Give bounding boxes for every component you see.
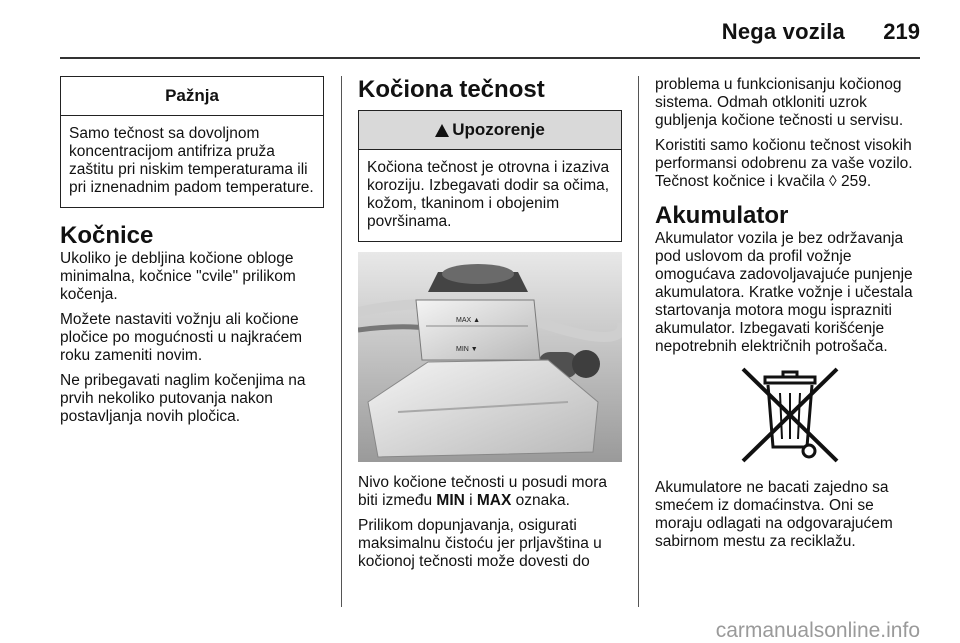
column-right <box>655 76 921 558</box>
column-left <box>60 76 324 433</box>
warning-text: Kočiona tečnost je otrovna i izaziva koroziju. Izbegavati dodir sa očima, kožom, tkaninom i obojenim površinama. <box>367 159 610 230</box>
brake-fluid-level-text: Nivo kočione tečnosti u posudi mora biti između MIN i MAX oznaka. <box>358 474 607 509</box>
brake-fluid-spec: Koristiti samo kočionu tečnost visokih performansi odobrenu za vaše vozilo. Tečnost kočnice i kvačila ◊ 259. <box>655 137 913 190</box>
max-mark-label: MAX ▲ <box>456 317 481 324</box>
page-header <box>60 0 920 60</box>
brakes-paragraph-2: Možete nastaviti vožnju ali kočione pločice po mogućnosti u najkraćem roku zameniti novim. <box>60 311 303 364</box>
warning-triangle-icon <box>435 124 449 137</box>
warning-title: Upozorenje <box>452 120 545 139</box>
watermark: carmanualsonline.info <box>715 619 920 642</box>
battery-paragraph-2: Akumulatore ne bacati zajedno sa smećem iz domaćinstva. Oni se moraju odlagati na odgovarajućem sabirnom mestu za reciklažu. <box>655 479 893 550</box>
brakes-heading: Kočnice <box>60 222 154 249</box>
crossed-bin-icon <box>735 363 845 467</box>
brake-fluid-continued: problema u funkcionisanju kočionog sistema. Odmah otkloniti uzrok gubljenja kočione tečnosti u servisu. <box>655 76 904 129</box>
brakes-paragraph-3: Ne pribegavati naglim kočenjima na prvih nekoliko putovanja nakon postavljanja novih pločica. <box>60 372 306 425</box>
warning-box <box>358 110 622 242</box>
warning-header <box>359 111 621 150</box>
section-title: Nega vozila <box>721 19 845 44</box>
min-mark: MIN <box>436 492 465 509</box>
caution-text: Samo tečnost sa dovoljnom koncentracijom antifriza pruža zaštitu pri niskim temperaturama ili pri iznenadnim padom temperature. <box>69 125 314 196</box>
brake-fluid-reservoir-photo <box>358 252 622 462</box>
column-divider <box>341 76 342 607</box>
brake-fluid-heading: Kočiona tečnost <box>358 76 545 103</box>
column-divider <box>638 76 639 607</box>
min-mark-label: MIN ▼ <box>456 346 478 353</box>
page-number: 219 <box>883 19 920 44</box>
max-mark: MAX <box>476 492 512 509</box>
battery-paragraph-1: Akumulator vozila je bez održavanja pod uslovom da profil vožnje omogućava zadovoljavajuće punjenje akumulatora. Kratke vožnje i učestala startovanja motora mogu isprazniti akumulator. Izbegavati korišćenje nepotrebnih električnih potrošača. <box>655 230 913 355</box>
caution-box <box>60 76 324 208</box>
battery-heading: Akumulator <box>655 202 789 229</box>
brakes-paragraph-1: Ukoliko je debljina kočione obloge minimalna, kočnice "cvile" prilikom kočenja. <box>60 250 296 303</box>
column-middle <box>358 76 622 578</box>
header-rule <box>60 57 920 59</box>
caution-title: Pažnja <box>61 77 323 116</box>
refilling-text: Prilikom dopunjavanja, osigurati maksimalnu čistoću jer prljavština u kočionoj tečnosti može dovesti do <box>358 517 602 570</box>
